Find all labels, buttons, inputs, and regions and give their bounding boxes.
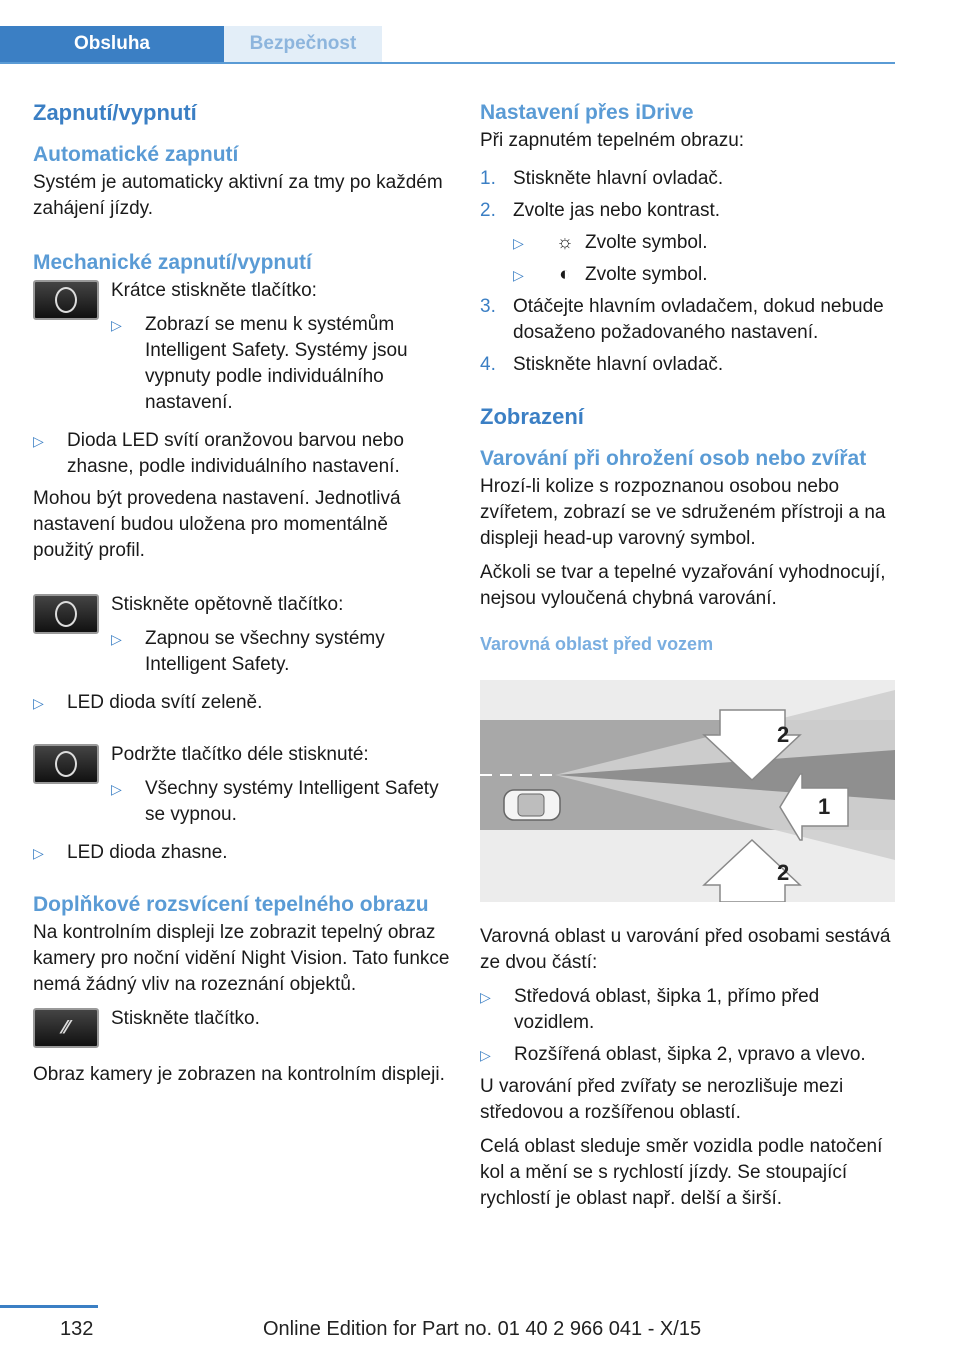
triangle-bullet-icon: ▷ [111,781,122,797]
car-icon [504,790,560,820]
step-text: Stiskněte hlavní ovladač. [513,354,724,375]
list-item: Zvolte symbol. [585,264,708,285]
list-item: Zobrazí se menu k systémům Intelligent Safety. Systémy jsou vypnuty podle individuálního nastavení. [145,314,408,413]
safety-icon [55,751,77,777]
triangle-bullet-icon: ▷ [111,631,122,647]
step-number: 1. [480,168,496,189]
footer-edition: Online Edition for Part no. 01 40 2 966 041 - X/15 [263,1318,702,1340]
button-instruction-text: Stiskněte tlačítko. [111,1008,260,1029]
triangle-bullet-icon: ▷ [513,267,524,283]
intelligent-safety-button-image [33,280,99,320]
button-instruction-text: Podržte tlačítko déle stisknuté: [111,744,369,765]
warning-area-diagram [480,680,895,902]
triangle-bullet-icon: ▷ [480,1047,491,1063]
triangle-bullet-icon: ▷ [33,433,44,449]
button-instruction-text: Stiskněte opětovně tlačítko: [111,594,344,615]
paragraph-idrive: Při zapnutém tepelném obrazu: [480,130,745,151]
list-item: Dioda LED svítí oranžovou barvou nebo zhasne, podle individuálního nastavení. [67,430,404,477]
paragraph-auto: Systém je automaticky aktivní za tmy po každém zahájení jízdy. [33,172,443,219]
footer-line [0,1305,98,1308]
heading-thermal-image: Doplňkové rozsvícení tepelného obrazu [33,893,429,916]
brightness-icon: ☼ [556,232,574,253]
heading-idrive: Nastavení přes iDrive [480,101,694,124]
heading-display: Zobrazení [480,404,584,429]
intelligent-safety-button-image [33,594,99,634]
triangle-bullet-icon: ▷ [480,989,491,1005]
list-item: Zvolte symbol. [585,232,708,253]
step-number: 2. [480,200,496,221]
paragraph-warning-1: Hrozí-li kolize s rozpoznanou osobou nebo zvířetem, zobrazí se ve sdruženém přístroji a na displeji head-up varovný symbol. [480,476,886,549]
arrow-label: 2 [777,860,790,885]
list-item: Všechny systémy Intelligent Safety se vypnou. [145,778,439,825]
paragraph-follow: Celá oblast sleduje směr vozidla podle natočení kol a mění se s rychlostí jízdy. Se stoupající rychlostí je oblast např. delší a širší. [480,1136,883,1209]
heading-auto-on: Automatické zapnutí [33,143,239,166]
page-number: 132 [60,1318,94,1340]
night-vision-button-image [33,1008,99,1048]
arrow-label: 2 [777,722,790,747]
step-text: Zvolte jas nebo kontrast. [513,200,720,221]
step-number: 4. [480,354,496,375]
header-bar [0,0,895,64]
step-text: Otáčejte hlavním ovladačem, dokud nebude dosaženo požadovaného nastavení. [513,296,884,343]
triangle-bullet-icon: ▷ [111,317,122,333]
tab-bezpecnost[interactable]: Bezpečnost [224,26,382,62]
heading-mechanical: Mechanické zapnutí/vypnutí [33,251,312,274]
safety-icon [55,287,77,313]
triangle-bullet-icon: ▷ [33,845,44,861]
button-instruction-2 [33,592,451,684]
triangle-bullet-icon: ▷ [513,235,524,251]
safety-icon [55,601,77,627]
paragraph-thermal: Na kontrolním displeji lze zobrazit tepelný obraz kamery pro noční vidění Night Vision. Tato funkce nemá žádný vliv na rozeznání objektů. [33,922,450,995]
list-item: Středová oblast, šipka 1, přímo před vozidlem. [514,986,820,1033]
button-instruction-text: Krátce stiskněte tlačítko: [111,280,317,301]
list-item: Rozšířená oblast, šipka 2, vpravo a vlevo. [514,1044,866,1065]
paragraph-settings: Mohou být provedena nastavení. Jednotlivá nastavení budou uložena pro momentálně použitý profil. [33,488,401,561]
step-number: 3. [480,296,496,317]
right-column [480,100,895,1220]
left-column [33,100,451,1096]
triangle-bullet-icon: ▷ [33,695,44,711]
heading-on-off: Zapnutí/vypnutí [33,100,197,125]
button-instruction-4 [33,1006,451,1048]
list-item: LED dioda zhasne. [67,842,228,863]
heading-warning: Varování při ohrožení osob nebo zvířat [480,447,867,470]
tab-obsluha[interactable]: Obsluha [0,26,224,62]
step-text: Stiskněte hlavní ovladač. [513,168,724,189]
paragraph-animals: U varování před zvířaty se nerozlišuje mezi středovou a rozšířenou oblastí. [480,1076,844,1123]
heading-warning-area: Varovná oblast před vozem [480,634,714,654]
paragraph-warning-2: Ačkoli se tvar a tepelné vyzařování vyhodnocují, nejsou vyloučená chybná varování. [480,562,886,609]
button-instruction-3 [33,742,451,834]
intelligent-safety-button-image [33,744,99,784]
night-vision-icon: ⁄⁄ [62,1017,69,1038]
arrow-label: 1 [818,794,831,819]
button-instruction-1 [33,278,451,422]
paragraph-camera: Obraz kamery je zobrazen na kontrolním displeji. [33,1064,445,1085]
paragraph-area: Varovná oblast u varování před osobami sestává ze dvou částí: [480,926,891,973]
list-item: Zapnou se všechny systémy Intelligent Safety. [145,628,385,675]
list-item: LED dioda svítí zeleně. [67,692,263,713]
contrast-icon: ◐ [559,264,571,285]
